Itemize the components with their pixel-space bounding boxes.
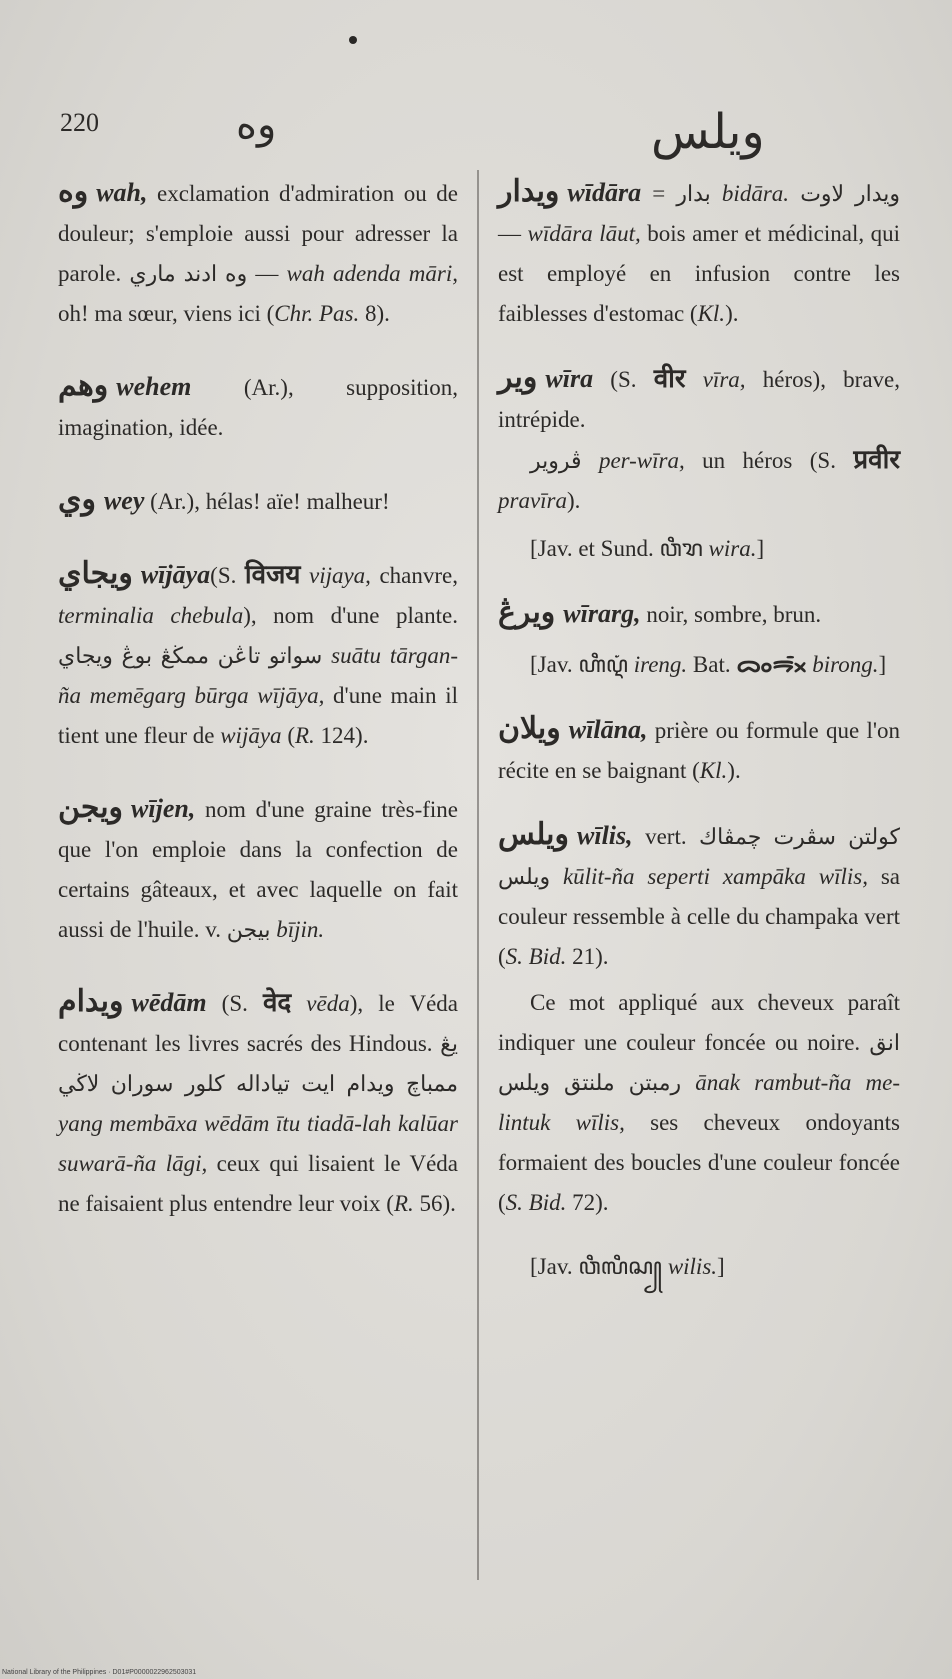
entry-widara — [498, 172, 900, 334]
entry-text: noir, sombre, brun. — [640, 602, 822, 627]
entry-text: ceux qui lisaient le Véda ne faisaient plus entendre leur voix ( — [58, 1151, 458, 1216]
entry-transliteration: vīra, — [685, 367, 746, 392]
entry-text: 72). — [566, 1190, 609, 1215]
entry-wilis-paragraph — [498, 983, 900, 1223]
entry-text: oh! ma sœur, viens ici ( — [58, 301, 275, 326]
page-number: 220 — [60, 108, 99, 137]
entry-text: ( — [281, 723, 295, 748]
scan-footer: National Library of the Philippines · D01#P0000022962503031 — [2, 1669, 197, 1676]
entry-text: (Ar.), supposition, imagination, idée. — [58, 375, 458, 440]
entry-transliteration: wīdāra lāut, — [527, 221, 641, 246]
entry-text: exclamation d'admiration ou de douleur; s'emploie aussi pour adresser la parole. — [58, 181, 458, 286]
entry-source: Kl. — [699, 758, 728, 783]
entry-arabic-headword: ويدام — [58, 985, 124, 1018]
entry-transliteration: kūlit-ña seperti xampāka wīlis, — [550, 864, 868, 889]
entry-arabic-headword: ويرڠ — [498, 596, 556, 629]
entry-arabic-headword: ويجن — [58, 791, 124, 824]
entry-wah — [58, 172, 458, 334]
entry-text — [789, 181, 800, 206]
entry-headword: wījāya — [140, 560, 211, 589]
entry-wey — [58, 480, 458, 522]
entry-arabic-example: ويدار لاوت — [800, 181, 900, 206]
entry-text: héros), brave, intrépide. — [498, 367, 900, 432]
entry-transliteration: vēda — [291, 991, 350, 1016]
entry-transliteration: wah adenda māri, — [286, 261, 459, 286]
entry-text: — — [247, 261, 287, 286]
entry-latin-name: terminalia chebula — [58, 603, 244, 628]
right-column — [498, 172, 900, 1311]
entry-source: S. Bid. — [505, 1190, 567, 1215]
entry-headword: wēdām — [131, 988, 207, 1017]
entry-headword: wīrarg, — [563, 599, 641, 628]
entry-text: vert. — [632, 824, 700, 849]
entry-text: 21). — [566, 944, 609, 969]
note-text: ] — [717, 1254, 725, 1279]
entry-text: ). — [725, 301, 739, 326]
entry-arabic-example: انق رمبتن ملنتق ويلس — [498, 1030, 900, 1095]
entry-transliteration: suātu tārgan-ña memēgarg būrga wījāya, — [58, 643, 458, 708]
right-running-head: ويلس — [651, 104, 765, 160]
column-divider — [477, 170, 479, 1580]
note-javanese-script: ꦲꦶꦉꦁ — [578, 652, 628, 677]
entry-transliteration: wijāya — [220, 723, 282, 748]
entry-transliteration: per-wīra, — [581, 448, 685, 473]
note-javanese-script: ꦮꦶꦭꦶꦱ꧀ — [578, 1254, 663, 1279]
entry-wilis-note — [530, 1247, 900, 1287]
entry-text: ), nom d'une plante. — [243, 603, 458, 628]
entry-arabic-example: بيجن — [226, 917, 271, 942]
entry-headword: wīlis, — [577, 821, 633, 850]
entry-text: (S. — [210, 563, 245, 588]
entry-text: = — [641, 181, 677, 206]
entry-text: 8). — [359, 301, 390, 326]
entry-wilana — [498, 709, 900, 791]
entry-wira — [498, 358, 900, 521]
entry-headword: wah, — [96, 178, 148, 207]
entry-wijen — [58, 788, 458, 950]
entry-text: nom d'une graine très-fine que l'on emploie dans la confection de certains gâteaux, et avec laquelle on fait aussi de l'huile. v. — [58, 797, 458, 942]
entry-text: bois amer et médicinal, qui est employé en infusion contre les faiblesses d'estomac ( — [498, 221, 900, 326]
entry-headword: wījen, — [131, 794, 196, 823]
note-transliteration: wira. — [702, 536, 757, 561]
entry-source: Chr. Pas. — [274, 301, 360, 326]
left-column — [58, 172, 458, 1248]
entry-text: Ce mot appliqué aux cheveux paraît indiquer une couleur foncée ou noire. — [498, 990, 900, 1055]
entry-text: ses cheveux ondoyants formaient des boucles d'une couleur foncée ( — [498, 1110, 900, 1215]
entry-text: (S. — [206, 991, 263, 1016]
entry-arabic-headword: وي — [58, 483, 96, 516]
entry-headword: wehem — [116, 372, 192, 401]
entry-text: 56). — [413, 1191, 456, 1216]
left-running-head: وه — [236, 102, 277, 148]
entry-arabic-headword: وير — [498, 361, 538, 394]
entry-wedam — [58, 982, 458, 1224]
entry-arabic-headword: وهم — [58, 369, 109, 402]
entry-headword: wīlāna, — [568, 715, 648, 744]
entry-devanagari: विजय — [244, 560, 301, 589]
entry-arabic-headword: ويجاي — [58, 557, 133, 590]
entry-text: ). — [727, 758, 741, 783]
note-text: [Jav. — [530, 652, 579, 677]
entry-transliteration: ānak rambut-ña me-lintuk wīlis, — [498, 1070, 901, 1135]
note-batak-script: ᯅᯪᯒᯬᯰ — [736, 652, 807, 677]
entry-transliteration: vijaya, — [300, 563, 371, 588]
entry-transliteration: yang membāxa wēdām ītu tiadā-lah kalūar suwarā-ña lāgi, — [58, 1111, 458, 1176]
entry-text: (Ar.), hélas! aïe! malheur! — [144, 489, 390, 514]
entry-source: Kl. — [697, 301, 726, 326]
entry-arabic-headword: وه — [58, 175, 89, 208]
entry-text: ). — [567, 488, 581, 513]
entry-text: prière ou formule que l'on récite en se baignant ( — [498, 718, 900, 783]
entry-arabic-example: وه ادند ماري — [129, 261, 248, 286]
entry-arabic-headword: ويدار — [498, 175, 560, 208]
entry-devanagari: प्रवीर — [853, 445, 900, 474]
entry-source: S. Bid. — [505, 944, 567, 969]
entry-text: d'une main il tient une fleur de — [58, 683, 458, 748]
note-transliteration: ireng. — [627, 652, 688, 677]
ink-dot — [349, 36, 357, 44]
entry-wirang-note — [530, 645, 900, 685]
entry-arabic-example: سواتو تاڠن ممڬڠ بوڠ ويجاي — [58, 643, 323, 668]
entry-arabic-headword: ويلس — [498, 818, 570, 851]
entry-wilis — [498, 815, 900, 977]
entry-source: R. — [393, 1191, 414, 1216]
entry-arabic-example: ڤروير — [530, 448, 582, 473]
note-javanese-script: ꦮꦶꦫ — [659, 536, 703, 561]
entry-headword: wīdāra — [567, 178, 642, 207]
note-transliteration: wilis. — [662, 1254, 718, 1279]
entry-text: — — [498, 221, 528, 246]
entry-source: R. — [294, 723, 315, 748]
entry-arabic-example: يڠ ممباچ ويدام ايت تياداله كلور سوران لاڬي — [58, 1031, 458, 1096]
entry-text: un héros (S. — [684, 448, 854, 473]
entry-text: sa couleur ressemble à celle du champaka vert ( — [498, 864, 900, 969]
note-text: Bat. — [687, 652, 737, 677]
note-text: ] — [756, 536, 765, 561]
entry-transliteration: bījin. — [270, 917, 325, 942]
entry-wijaya — [58, 554, 458, 756]
note-transliteration: birong. — [806, 652, 879, 677]
entry-arabic-headword: ويلان — [498, 712, 561, 745]
entry-devanagari: वीर — [653, 364, 686, 393]
entry-subentry — [498, 440, 900, 521]
entry-wirang — [498, 593, 900, 635]
entry-wehem — [58, 366, 458, 448]
entry-text: (S. — [593, 367, 654, 392]
entry-wira-note — [530, 529, 900, 569]
note-text: [Jav. et Sund. — [530, 536, 660, 561]
note-text: ] — [878, 652, 887, 677]
entry-text: 124). — [314, 723, 369, 748]
entry-text: ), le Véda contenant les livres sacrés des Hindous. — [58, 991, 459, 1056]
entry-devanagari: वेद — [262, 988, 292, 1017]
entry-text: chanvre, — [370, 563, 458, 588]
entry-headword: wīra — [545, 364, 594, 393]
entry-arabic-example: كولتن سڤرت چمڤاك ويلس — [498, 824, 900, 889]
entry-transliteration: bidāra. — [710, 181, 790, 206]
entry-transliteration: pravīra — [498, 488, 567, 513]
note-text: [Jav. — [530, 1254, 579, 1279]
entry-arabic-example: بدار — [676, 181, 711, 206]
entry-headword: wey — [103, 486, 145, 515]
